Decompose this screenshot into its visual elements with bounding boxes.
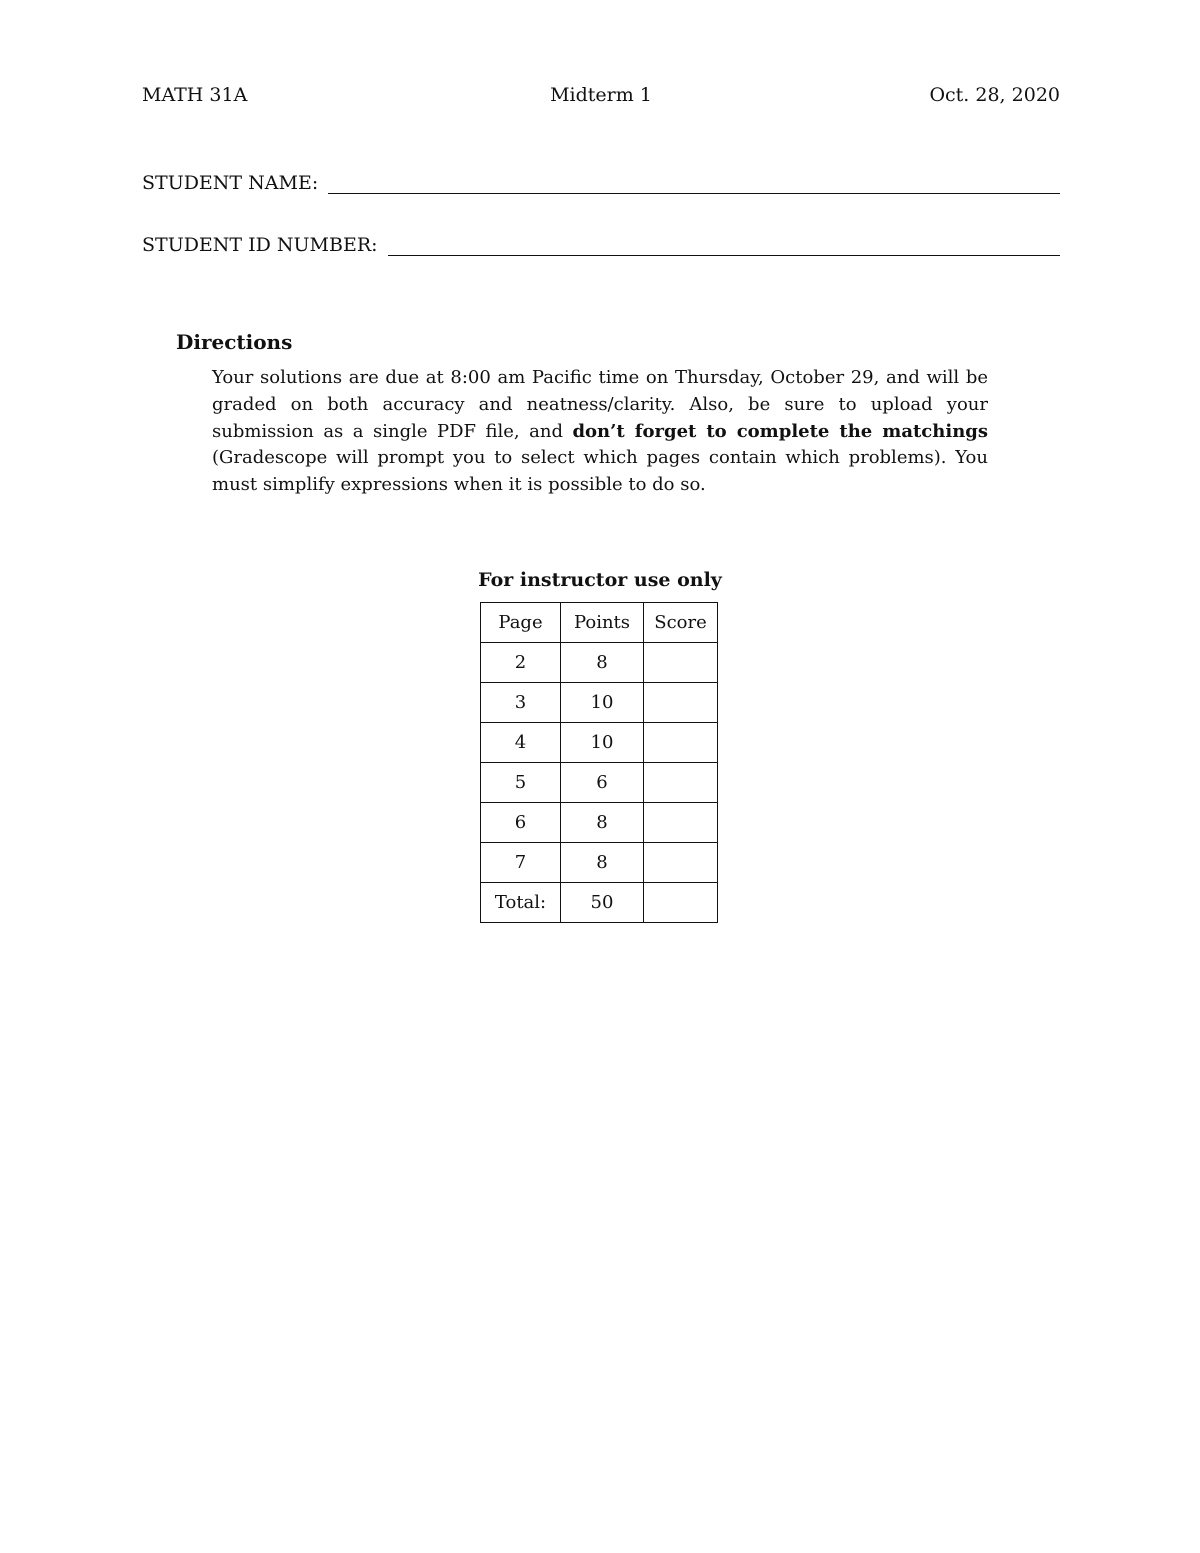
directions-text-part2: (Gradescope will prompt you to select which pages contain which problems). You must simplify expressions when it is possible to do so. xyxy=(212,447,988,496)
score-cell xyxy=(644,763,718,803)
score-cell xyxy=(644,723,718,763)
points-cell: 10 xyxy=(561,723,644,763)
score-table xyxy=(480,602,718,923)
score-cell xyxy=(644,683,718,723)
table-row xyxy=(481,643,718,683)
page-cell: 2 xyxy=(481,643,561,683)
total-label-cell: Total: xyxy=(481,883,561,923)
score-cell xyxy=(644,843,718,883)
student-id-blank-line xyxy=(388,239,1060,256)
exam-title: Midterm 1 xyxy=(550,84,652,106)
header-score: Score xyxy=(644,603,718,643)
score-cell xyxy=(644,803,718,843)
student-id-label: STUDENT ID NUMBER: xyxy=(142,234,378,256)
directions-text-part1: Your solutions are due at 8:00 am Pacific time on Thursday, October 29, and will be graded on both accuracy and neatness/clarity. Also, be sure to upload your submission as a single PDF file, and xyxy=(212,367,988,442)
table-row xyxy=(481,843,718,883)
score-cell xyxy=(644,643,718,683)
table-row xyxy=(481,763,718,803)
directions-text xyxy=(212,365,988,499)
student-id-field xyxy=(142,234,1060,256)
directions-heading: Directions xyxy=(176,330,293,354)
header-page: Page xyxy=(481,603,561,643)
table-row xyxy=(481,683,718,723)
exam-date: Oct. 28, 2020 xyxy=(929,84,1060,106)
directions-text-bold: don’t forget to complete the matchings xyxy=(572,420,988,442)
table-row xyxy=(481,803,718,843)
page-header xyxy=(142,84,1060,110)
points-cell: 6 xyxy=(561,763,644,803)
total-score-cell xyxy=(644,883,718,923)
course-name: MATH 31A xyxy=(142,84,248,106)
points-cell: 8 xyxy=(561,803,644,843)
page-cell: 4 xyxy=(481,723,561,763)
page-cell: 7 xyxy=(481,843,561,883)
score-table-title: For instructor use only xyxy=(478,569,722,591)
student-name-field xyxy=(142,172,1060,194)
table-row xyxy=(481,723,718,763)
student-name-blank-line xyxy=(328,177,1060,194)
points-cell: 8 xyxy=(561,843,644,883)
score-table-header-row xyxy=(481,603,718,643)
page-cell: 3 xyxy=(481,683,561,723)
table-row-total xyxy=(481,883,718,923)
points-cell: 10 xyxy=(561,683,644,723)
total-points-cell: 50 xyxy=(561,883,644,923)
header-points: Points xyxy=(561,603,644,643)
page-cell: 5 xyxy=(481,763,561,803)
student-name-label: STUDENT NAME: xyxy=(142,172,319,194)
points-cell: 8 xyxy=(561,643,644,683)
page-cell: 6 xyxy=(481,803,561,843)
